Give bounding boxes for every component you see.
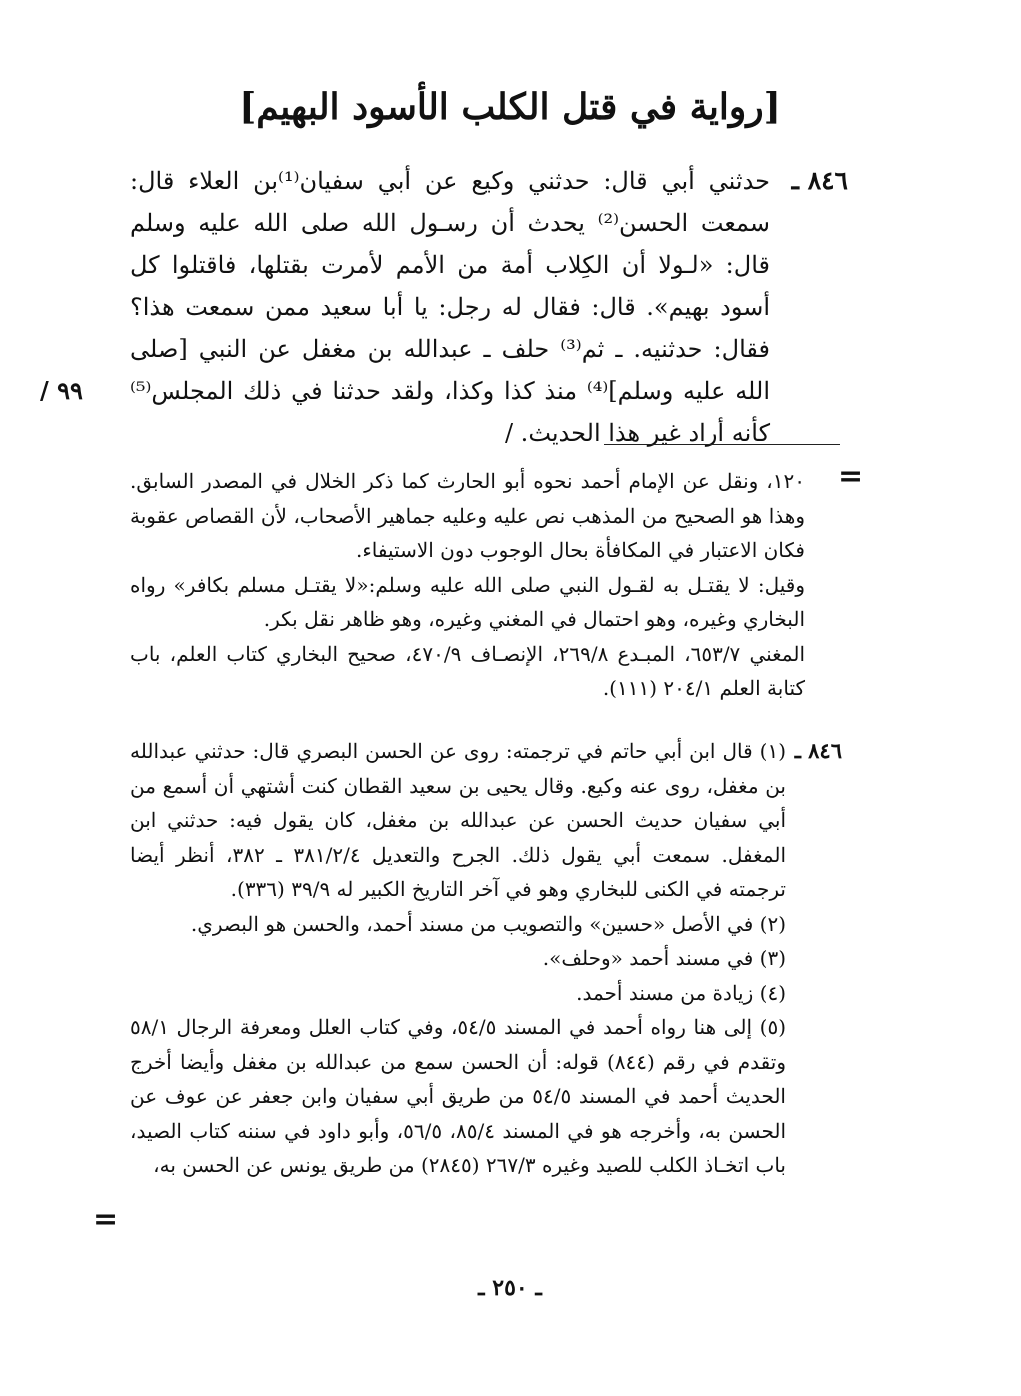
footnote-paragraph: المغني ٦٥٣/٧، المبـدع ٢٦٩/٨، الإنصـاف ٤٧٠/٩، صحيح البخاري كتاب العلم، باب كتابة العلم ٢٠٤/١ (١١١). [130, 641, 806, 700]
footnote-3: (٣) في مسند أحمد «وحلف». [542, 946, 786, 970]
continuation-mark-top: = [838, 459, 864, 494]
footnote-paragraph: وقيل: لا يقتـل به لقـول النبي صلى الله عليه وسلم:«لا يقتـل مسلم بكافر» رواه البخاري وغيره، وهو احتمال في المغني وغيره، وهو ظاهر نقل بكر. [130, 572, 805, 631]
footnote-5: (٥) إلى هنا رواه أحمد في المسند ٥٤/٥، وفي كتاب العلل ومعرفة الرجال ٥٨/١ وتقدم في رقم (٨٤٤) قوله: أن الحسن سمع من عبدالله بن مغفل وأيضا أخرج الحديث أحمد في المسند ٥٤/٥ من طريق أبي سفيان وابن جعفر عن عوف عن الحسن به، وأخرجه هو في المسند ٨٥/٤، ٥٦/٥، وأبو داود في سننه كتاب الصيد، باب اتخـاذ الكلب للصيد وغيره ٢٦٧/٣ (٢٨٤٥) من طريق يونس عن الحسن به، [130, 1015, 787, 1177]
footnote-hadith-number: ٨٤٦ ـ [794, 738, 842, 763]
footnotes-list [130, 734, 786, 1183]
footnote-paragraph: ١٢٠، ونقل عن الإمام أحمد نحوه أبو الحارث كما ذكر الخلال في المصدر السابق. وهذا هو الصحيح من المذهب نص عليه وعليه جماهير الأصحاب، لأن القصاص عقوبة فكان الاعتبار في المكافأة بحال الوجوب دون الاستيفاء. [130, 469, 805, 562]
page-number: ـ ٢٥٠ ـ [478, 1275, 542, 1301]
footnote-4: (٤) زيادة من مسند أحمد. [576, 980, 786, 1005]
footnote-2: (٢) في الأصل «حسين» والتصويب من مسند أحمد، والحسن هو البصري. [190, 911, 786, 936]
hadith-text: حدثني أبي قال: حدثني وكيع عن أبي سفيان⁽¹⁾بن العلاء قال: سمعت الحسن⁽²⁾ يحدث أن رسـول الله صلى الله عليه وسلم قال: «لـولا أن الكِلاب أمة من الأمم لأمرت بقتلها، فاقتلوا كل أسود بهيم». قال: فقال له رجل: يا أبا سعيد ممن سمعت هذا؟ فقال: حدثنيه. ـ ثم⁽³⁾ حلف ـ عبدالله بن مغفل عن النبي [صلى الله عليه وسلم]⁽⁴⁾ منذ كذا وكذا، ولقد حدثنا في ذلك المجلس⁽⁵⁾ كأنه أراد غير هذا الحديث. / [130, 167, 771, 447]
footnote-separator [604, 444, 840, 445]
footnotes-continued [130, 464, 805, 706]
manuscript-folio-ref: / ٩٩ [40, 376, 83, 405]
footnote-1: (١) قال ابن أبي حاتم في ترجمته: روى عن الحسن البصري قال: حدثني عبدالله بن مغفل، روى عنه وكيع. وقال يحيى بن سعيد القطان كنت أشتهي أن أسمع من أبي سفيان حديث الحسن عن عبدالله بن مغفل، كان يقول فيه: حدثني ابن المغفل. سمعت أبي يقول ذلك. الجرح والتعديل ٣٨١/٢/٤ ـ ٣٨٢، أنظر أيضا ترجمته في الكنى للبخاري وهو في آخر التاريخ الكبير له ٣٩/٩ (٣٣٦). [130, 739, 786, 901]
section-title: [رواية في قتل الكلب الأسود البهيم] [239, 86, 781, 128]
hadith-number: ٨٤٦ ـ [791, 166, 848, 195]
continuation-mark-bottom: = [93, 1202, 119, 1237]
